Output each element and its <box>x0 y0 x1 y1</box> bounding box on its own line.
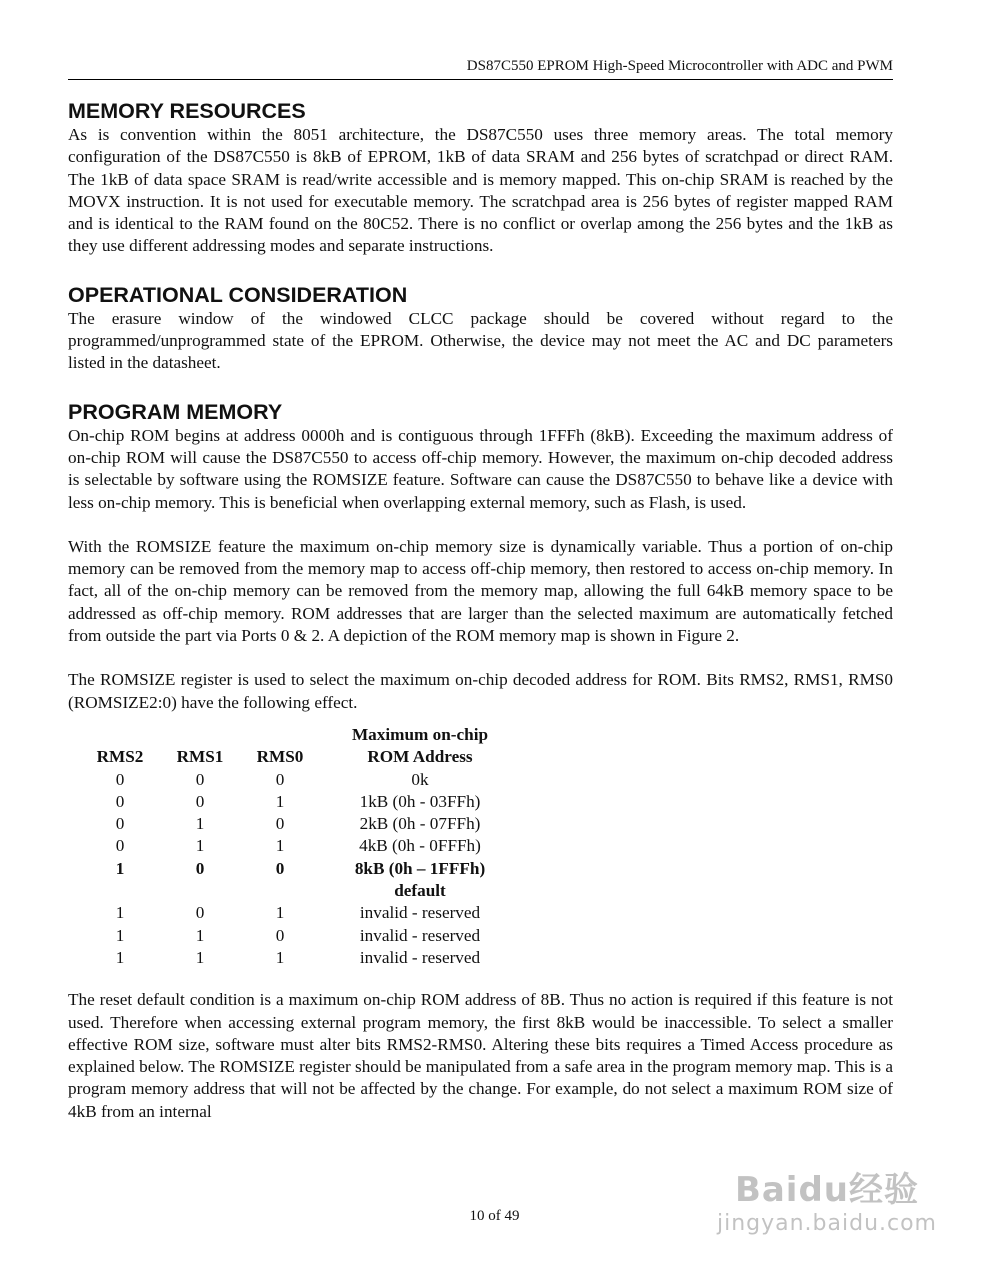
header-max-line1: Maximum on-chip <box>351 724 489 744</box>
header-title: DS87C550 EPROM High-Speed Microcontroller with ADC and PWM <box>466 58 893 74</box>
table-row-default <box>80 858 520 880</box>
header-rule <box>68 79 893 80</box>
header-rms1: RMS1 <box>176 747 224 767</box>
cell-rms1: 0 <box>195 769 205 789</box>
cell-rms0: 0 <box>275 925 285 945</box>
heading-program-memory: PROGRAM MEMORY <box>68 399 283 424</box>
header-rms2: RMS2 <box>96 747 144 767</box>
watermark-logo: Baidu经验 <box>734 1170 920 1210</box>
paragraph-program-memory-1: On-chip ROM begins at address 0000h and is contiguous through 1FFFh (8kB). Exceeding the maximum address of on-chip ROM will cause the DS87C550 to access off-chip memory. However, the maximum on-chip decoded address is selectable by software using the ROMSIZE feature. Software can cause the DS87C550 to behave like a device with less on-chip memory. This is beneficial when overlapping external memory, such as Flash, is used. <box>68 425 893 512</box>
table-row <box>80 769 520 791</box>
heading-memory-resources: MEMORY RESOURCES <box>68 99 306 123</box>
cell-address: 2kB (0h - 07FFh) <box>359 814 481 834</box>
cell-address: invalid - reserved <box>359 903 481 923</box>
cell-rms0: 0 <box>275 814 285 834</box>
cell-rms2: 1 <box>115 903 125 923</box>
romsize-table <box>80 724 520 969</box>
heading-operational-consideration: OPERATIONAL CONSIDERATION <box>68 282 408 307</box>
cell-rms2: 0 <box>115 769 125 789</box>
header-max-address <box>320 724 520 769</box>
cell-address: 8kB (0h – 1FFFh) <box>354 858 486 878</box>
page-content <box>68 98 893 1123</box>
table-row <box>80 813 520 835</box>
cell-rms1: 1 <box>195 814 205 834</box>
cell-default-note: default <box>394 881 446 901</box>
paragraph-program-memory-4: The reset default condition is a maximum on-chip ROM address of 8B. Thus no action is required if this feature is not used. Therefore when accessing external program memory, the first 8kB would be inaccessible. To select a smaller effective ROM size, software must alter bits RMS2-RMS0. Altering these bits requires a Timed Access procedure as explained below. The ROMSIZE register should be manipulated from a safe area in the program memory map. This is a program memory address that will not be affected by the change. For example, do not select a maximum ROM size of 4kB from an internal <box>68 990 893 1121</box>
paragraph-program-memory-3: The ROMSIZE register is used to select the maximum on-chip decoded address for ROM. Bits RMS2, RMS1, RMS0 (ROMSIZE2:0) have the following effect. <box>68 670 893 712</box>
cell-rms2: 0 <box>115 836 125 856</box>
cell-address: invalid - reserved <box>359 925 481 945</box>
table-row <box>80 947 520 969</box>
cell-rms0: 1 <box>275 903 285 923</box>
cell-rms1: 1 <box>195 947 205 967</box>
cell-rms0: 1 <box>275 947 285 967</box>
watermark <box>717 1162 937 1236</box>
cell-rms1: 0 <box>195 903 205 923</box>
page-number: 10 of 49 <box>469 1208 520 1224</box>
table-row-default-note <box>80 880 520 902</box>
watermark-url: jingyan.baidu.com <box>716 1211 937 1236</box>
cell-rms0: 1 <box>275 791 285 811</box>
cell-rms2: 1 <box>115 947 125 967</box>
table-header-row <box>80 724 520 769</box>
cell-rms0: 1 <box>275 836 285 856</box>
cell-rms2: 0 <box>115 791 125 811</box>
cell-rms1: 1 <box>195 836 205 856</box>
cell-address: 4kB (0h - 0FFFh) <box>359 836 481 856</box>
paragraph-program-memory-2: With the ROMSIZE feature the maximum on-chip memory size is dynamically variable. Thus a portion of on-chip memory can be removed from the memory map to access off-chip memory, then restored to access on-chip memory. In fact, all of the on-chip memory can be removed from the memory map, allowing the full 64kB memory space to be addressed as off-chip memory. ROM addresses that are larger than the selected maximum are automatically fetched from outside the part via Ports 0 & 2. A depiction of the ROM memory map is shown in Figure 2. <box>68 536 893 646</box>
cell-rms2: 0 <box>115 814 125 834</box>
cell-rms1: 0 <box>195 858 205 878</box>
paragraph-memory-resources: As is convention within the 8051 architecture, the DS87C550 uses three memory areas. The total memory configuration of the DS87C550 is 8kB of EPROM, 1kB of data SRAM and 256 bytes of scratchpad or direct RAM. The 1kB of data space SRAM is read/write accessible and is memory mapped. This on-chip SRAM is reached by the MOVX instruction. It is not used for executable memory. The scratchpad area is 256 bytes of register mapped RAM and is identical to the RAM found on the 80C52. There is no conflict or overlap among the 256 bytes and the 1kB as they use different addressing modes and separate instructions. <box>68 125 893 256</box>
cell-rms2: 1 <box>115 925 125 945</box>
table-row <box>80 902 520 924</box>
cell-rms1: 1 <box>195 925 205 945</box>
header-rms0: RMS0 <box>256 747 304 767</box>
paragraph-operational-consideration: The erasure window of the windowed CLCC package should be covered without regard to the programmed/unprogrammed state of the EPROM. Otherwise, the device may not meet the AC and DC parameters listed in the datasheet. <box>68 308 893 373</box>
cell-rms2: 1 <box>115 858 125 878</box>
table-row <box>80 925 520 947</box>
header-max-line2: ROM Address <box>367 747 473 767</box>
table-row <box>80 791 520 813</box>
cell-rms1: 0 <box>195 791 205 811</box>
table-row <box>80 835 520 857</box>
cell-address: invalid - reserved <box>359 947 481 967</box>
cell-rms0: 0 <box>275 858 285 878</box>
cell-address: 1kB (0h - 03FFh) <box>359 791 481 811</box>
cell-address: 0k <box>411 769 429 789</box>
cell-rms0: 0 <box>275 769 285 789</box>
